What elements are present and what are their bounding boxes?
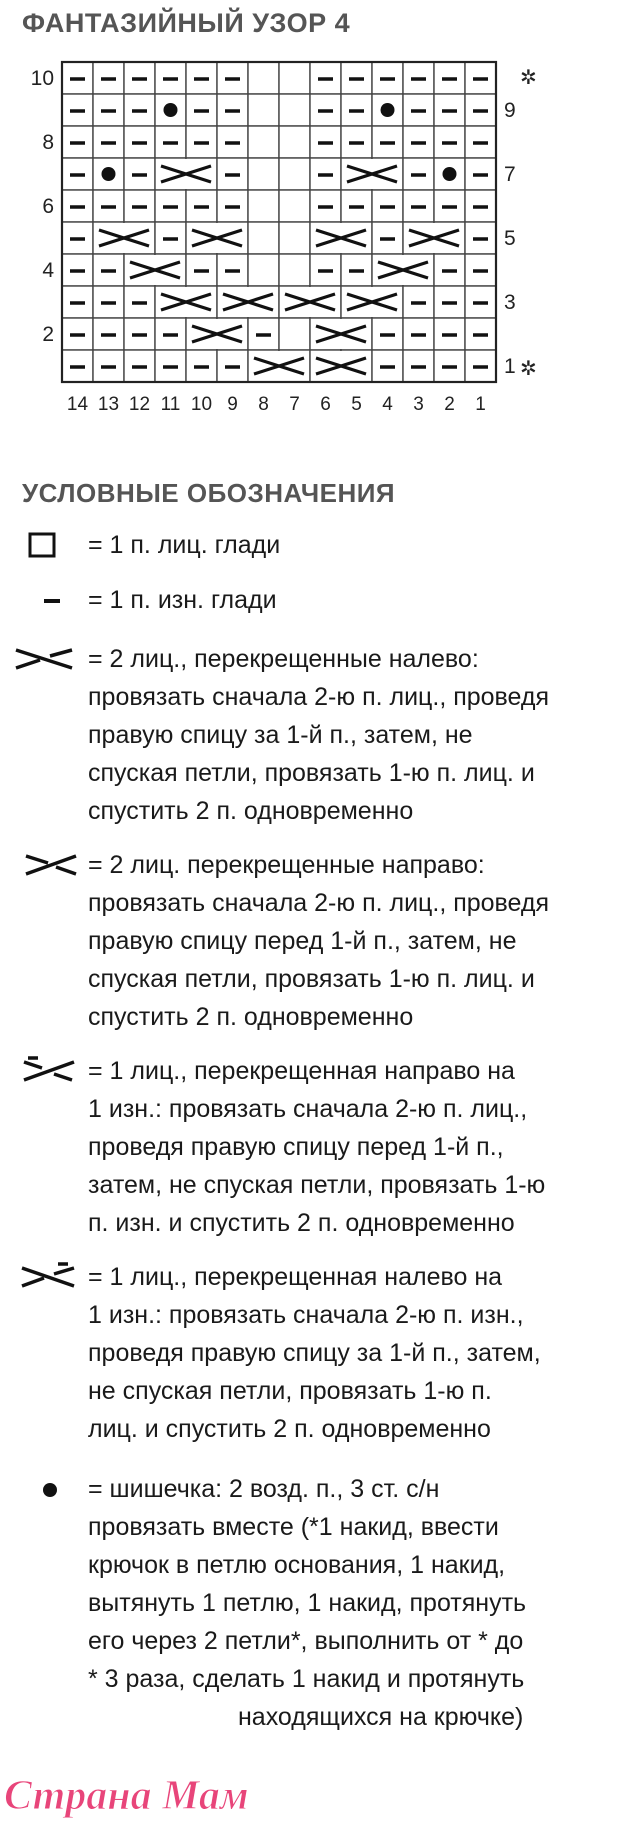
legend-text bbox=[88, 1470, 610, 1736]
square-icon bbox=[14, 526, 80, 562]
chart-cell bbox=[279, 222, 310, 254]
legend-text bbox=[88, 581, 610, 619]
cross-right-symbol bbox=[342, 159, 402, 189]
repeat-mark: ✲ bbox=[520, 358, 537, 380]
legend-text-line: = 1 лиц., перекрещенная налево на bbox=[88, 1263, 503, 1291]
legend-text-line: проведя правую спицу за 1-й п., затем, bbox=[88, 1339, 541, 1367]
cross-right-symbol bbox=[404, 223, 464, 253]
column-label: 5 bbox=[351, 394, 362, 415]
legend-text-line: его через 2 петли*, выполнить от * до bbox=[88, 1627, 524, 1655]
repeat-mark: ✲ bbox=[520, 67, 537, 89]
cross-right-symbol bbox=[280, 287, 340, 317]
legend-text-line: находящихся на крючке) bbox=[238, 1703, 524, 1731]
bobble-symbol bbox=[164, 103, 178, 117]
legend-text-line: крючок в петлю основания, 1 накид, bbox=[88, 1551, 506, 1579]
legend-text-line: затем, не спуская петли, провязать 1-ю bbox=[88, 1171, 546, 1199]
pattern-title: ФАНТАЗИЙНЫЙ УЗОР 4 bbox=[22, 8, 351, 38]
legend-text-line: = 1 п. лиц. глади bbox=[88, 531, 281, 559]
column-label: 3 bbox=[413, 394, 424, 415]
chart-cell bbox=[279, 318, 310, 350]
legend-text-line: 1 изн.: провязать сначала 2-ю п. лиц., bbox=[88, 1095, 528, 1123]
column-label: 13 bbox=[97, 394, 120, 415]
cross-right-icon bbox=[14, 846, 80, 882]
cross-left-symbol bbox=[187, 223, 247, 253]
column-label: 11 bbox=[160, 394, 181, 415]
dash-icon bbox=[14, 581, 80, 617]
legend-text-line: провязать сначала 2-ю п. лиц., проведя bbox=[88, 889, 550, 917]
cross-left-symbol bbox=[218, 287, 278, 317]
cross-right-symbol bbox=[311, 223, 371, 253]
legend-text bbox=[88, 1258, 610, 1448]
chart-cell bbox=[279, 254, 310, 286]
row-label-left: 2 bbox=[42, 323, 54, 346]
column-label: 1 bbox=[475, 394, 486, 415]
chart-cell bbox=[279, 126, 310, 158]
chart-cell bbox=[248, 62, 279, 94]
row-label-right: 1 bbox=[504, 355, 516, 378]
row-label-left: 10 bbox=[30, 67, 54, 90]
chart-cell bbox=[248, 94, 279, 126]
bobble-icon bbox=[14, 1470, 80, 1506]
legend-text-line: правую спицу за 1-й п., затем, не bbox=[88, 721, 473, 749]
knitting-chart bbox=[0, 60, 620, 430]
legend-text-line: = 1 п. изн. глади bbox=[88, 586, 277, 614]
legend-text-line: вытянуть 1 петлю, 1 накид, протянуть bbox=[88, 1589, 527, 1617]
legend-text-line: провязать сначала 2-ю п. лиц., проведя bbox=[88, 683, 550, 711]
row-label-right: 7 bbox=[504, 163, 516, 186]
cross-left-symbol bbox=[249, 351, 309, 381]
column-label: 14 bbox=[66, 394, 89, 415]
legend-text-line: спустить 2 п. одновременно bbox=[88, 1003, 414, 1031]
legend-text bbox=[88, 1052, 610, 1242]
chart-cell bbox=[248, 222, 279, 254]
cross-right-symbol bbox=[311, 319, 371, 349]
legend-text-line: спуская петли, провязать 1-ю п. лиц. и bbox=[88, 965, 535, 993]
legend-text-line: * 3 раза, сделать 1 накид и протянуть bbox=[88, 1665, 525, 1693]
svg-text:Страна Мам: Страна Мам bbox=[4, 1773, 249, 1819]
row-label-right: 5 bbox=[504, 227, 516, 250]
cross-left-symbol bbox=[187, 319, 247, 349]
row-label-right: 9 bbox=[504, 99, 516, 122]
chart-cell bbox=[279, 94, 310, 126]
row-label-left: 8 bbox=[42, 131, 54, 154]
legend-text bbox=[88, 846, 610, 1036]
column-label: 8 bbox=[258, 394, 269, 415]
legend-text-line: провязать вместе (*1 накид, ввести bbox=[88, 1513, 499, 1541]
legend-text bbox=[88, 526, 610, 564]
cross-left-icon bbox=[14, 640, 80, 676]
watermark-logo bbox=[4, 1771, 314, 1819]
chart-cell bbox=[279, 158, 310, 190]
chart-cell bbox=[279, 190, 310, 222]
chart-cell bbox=[279, 62, 310, 94]
bobble-symbol bbox=[102, 167, 116, 181]
column-label: 12 bbox=[128, 394, 151, 415]
legend-text-line: не спуская петли, провязать 1-ю п. bbox=[88, 1377, 492, 1405]
cross-left-purl-icon bbox=[14, 1258, 80, 1294]
column-label: 4 bbox=[382, 394, 393, 415]
chart-cell bbox=[248, 254, 279, 286]
bobble-symbol bbox=[443, 167, 457, 181]
legend-text-line: = 1 лиц., перекрещенная направо на bbox=[88, 1057, 515, 1085]
column-label: 2 bbox=[444, 394, 455, 415]
chart-cell bbox=[248, 190, 279, 222]
cross-left-symbol bbox=[156, 159, 216, 189]
legend-text-line: лиц. и спустить 2 п. одновременно bbox=[88, 1415, 491, 1443]
chart-cell bbox=[248, 158, 279, 190]
cross-left-symbol bbox=[125, 255, 185, 285]
chart-cell bbox=[248, 126, 279, 158]
legend-title: УСЛОВНЫЕ ОБОЗНАЧЕНИЯ bbox=[22, 478, 396, 508]
legend-text-line: = 2 лиц. перекрещенные направо: bbox=[88, 851, 485, 879]
column-label: 7 bbox=[289, 394, 300, 415]
cross-right-symbol bbox=[342, 287, 402, 317]
legend-text-line: п. изн. и спустить 2 п. одновременно bbox=[88, 1209, 515, 1237]
row-label-left: 4 bbox=[42, 259, 54, 282]
column-label: 6 bbox=[320, 394, 331, 415]
legend-text-line: правую спицу перед 1-й п., затем, не bbox=[88, 927, 517, 955]
legend-text-line: спустить 2 п. одновременно bbox=[88, 797, 414, 825]
legend-text-line: спуская петли, провязать 1-ю п. лиц. и bbox=[88, 759, 535, 787]
cross-right-purl-icon bbox=[14, 1052, 80, 1088]
column-label: 10 bbox=[190, 394, 213, 415]
cross-left-symbol bbox=[94, 223, 154, 253]
cross-right-symbol bbox=[311, 351, 371, 381]
legend-text-line: = 2 лиц., перекрещенные налево: bbox=[88, 645, 479, 673]
row-label-right: 3 bbox=[504, 291, 516, 314]
legend-text bbox=[88, 640, 610, 830]
legend-text-line: проведя правую спицу перед 1-й п., bbox=[88, 1133, 504, 1161]
legend-text-line: 1 изн.: провязать сначала 2-ю п. изн., bbox=[88, 1301, 524, 1329]
bobble-symbol bbox=[381, 103, 395, 117]
cross-right-symbol bbox=[373, 255, 433, 285]
row-label-left: 6 bbox=[42, 195, 54, 218]
column-label: 9 bbox=[227, 394, 238, 415]
legend-text-line: = шишечка: 2 возд. п., 3 ст. с/н bbox=[88, 1475, 440, 1503]
cross-left-symbol bbox=[156, 287, 216, 317]
